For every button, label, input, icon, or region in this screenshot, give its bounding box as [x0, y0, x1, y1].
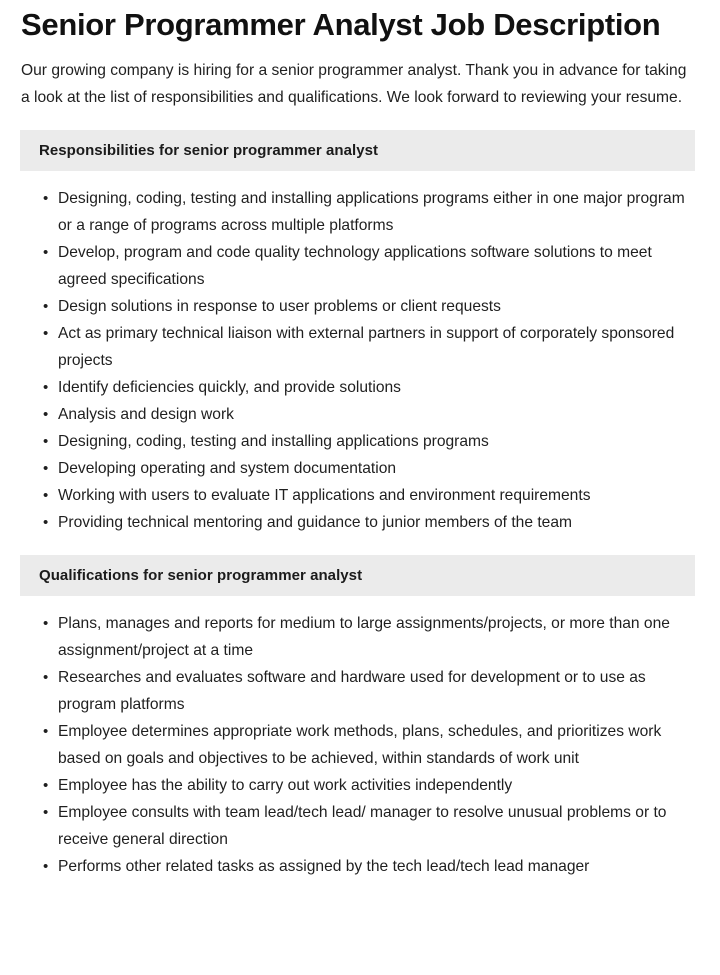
list-item: [21, 239, 698, 293]
bullet-icon: •: [43, 723, 49, 740]
intro-paragraph: Our growing company is hiring for a senior programmer analyst. Thank you in advance for taking a look at the list of responsibilities and qualifications. We look forward to reviewing your resume.: [21, 62, 687, 106]
list-item-text: Plans, manages and reports for medium to large assignments/projects, or more than one assignment/project at a time: [58, 615, 670, 659]
list-item: [21, 185, 698, 239]
section-responsibilities: [0, 130, 720, 536]
list-item: [21, 610, 698, 664]
qualifications-list: [0, 596, 720, 880]
bullet-icon: •: [43, 406, 49, 423]
bullet-icon: •: [43, 487, 49, 504]
bullet-icon: •: [43, 514, 49, 531]
list-item-text: Design solutions in response to user problems or client requests: [58, 298, 501, 315]
list-item-text: Designing, coding, testing and installing applications programs: [58, 433, 489, 450]
list-item: [21, 455, 698, 482]
list-item-text: Employee consults with team lead/tech lead/ manager to resolve unusual problems or to receive general direction: [58, 804, 667, 848]
section-heading-label: Responsibilities for senior programmer analyst: [39, 142, 379, 159]
bullet-icon: •: [43, 669, 49, 686]
section-header-qualifications: [20, 555, 695, 596]
bullet-icon: •: [43, 433, 49, 450]
bullet-icon: •: [43, 615, 49, 632]
list-item-text: Developing operating and system documentation: [58, 460, 397, 477]
list-item: [21, 293, 698, 320]
bullet-icon: •: [43, 325, 49, 342]
list-item-text: Analysis and design work: [58, 406, 234, 423]
list-item: [21, 853, 698, 880]
section-header-responsibilities: [20, 130, 695, 171]
responsibilities-list: [0, 171, 720, 536]
bullet-icon: •: [43, 804, 49, 821]
list-item: [21, 509, 698, 536]
bullet-icon: •: [43, 298, 49, 315]
list-item: [21, 772, 698, 799]
list-item: [21, 374, 698, 401]
bullet-icon: •: [43, 858, 49, 875]
list-item: [21, 482, 698, 509]
section-qualifications: [0, 555, 720, 880]
list-item-text: Researches and evaluates software and hardware used for development or to use as program platforms: [58, 669, 646, 713]
bullet-icon: •: [43, 777, 49, 794]
list-item: [21, 320, 698, 374]
list-item-text: Designing, coding, testing and installing applications programs either in one major program or a range of programs across multiple platforms: [58, 190, 685, 234]
list-item-text: Employee has the ability to carry out work activities independently: [58, 777, 513, 794]
list-item-text: Develop, program and code quality technology applications software solutions to meet agreed specifications: [58, 244, 652, 288]
list-item-text: Providing technical mentoring and guidance to junior members of the team: [58, 514, 573, 531]
list-item: [21, 401, 698, 428]
list-item: [21, 664, 698, 718]
list-item-text: Employee determines appropriate work methods, plans, schedules, and prioritizes work based on goals and objectives to be achieved, within standards of work unit: [58, 723, 662, 767]
bullet-icon: •: [43, 460, 49, 477]
list-item-text: Performs other related tasks as assigned by the tech lead/tech lead manager: [58, 858, 590, 875]
list-item-text: Act as primary technical liaison with external partners in support of corporately sponsored projects: [58, 325, 675, 369]
bullet-icon: •: [43, 190, 49, 207]
list-item: [21, 718, 698, 772]
list-item-text: Identify deficiencies quickly, and provide solutions: [58, 379, 401, 396]
page-title: Senior Programmer Analyst Job Description: [21, 7, 661, 42]
list-item-text: Working with users to evaluate IT applications and environment requirements: [58, 487, 591, 504]
list-item: [21, 428, 698, 455]
bullet-icon: •: [43, 244, 49, 261]
list-item: [21, 799, 698, 853]
bullet-icon: •: [43, 379, 49, 396]
section-heading-label: Qualifications for senior programmer analyst: [39, 567, 363, 584]
